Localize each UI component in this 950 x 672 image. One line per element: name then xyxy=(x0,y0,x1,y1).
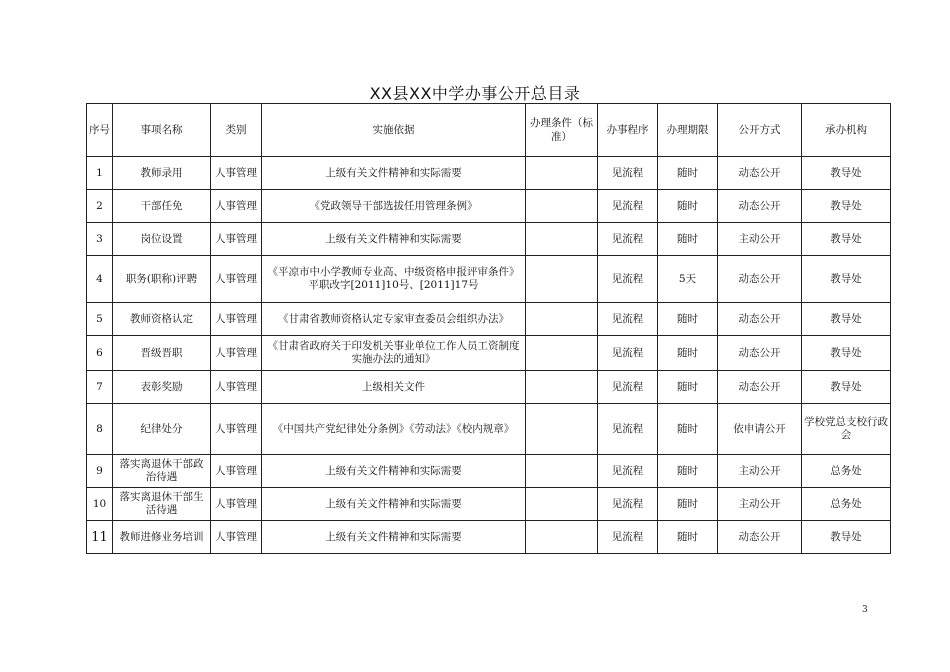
cell-procedure: 见流程 xyxy=(598,521,658,554)
cell-conditions xyxy=(526,455,598,488)
cell-conditions xyxy=(526,371,598,404)
cell-conditions xyxy=(526,223,598,256)
table-row xyxy=(87,157,891,190)
cell-agency: 教导处 xyxy=(802,336,891,371)
cell-name: 教师录用 xyxy=(113,157,211,190)
cell-basis: 上级有关文件精神和实际需要 xyxy=(262,521,526,554)
table-row xyxy=(87,223,891,256)
cell-basis: 《甘肃省政府关于印发机关事业单位工作人员工资制度实施办法的通知》 xyxy=(262,336,526,371)
table-row xyxy=(87,256,891,303)
table-row xyxy=(87,303,891,336)
cell-seq: 7 xyxy=(87,371,113,404)
cell-procedure: 见流程 xyxy=(598,303,658,336)
catalog-table-container xyxy=(86,103,891,554)
cell-method: 动态公开 xyxy=(718,336,802,371)
cell-agency: 教导处 xyxy=(802,371,891,404)
cell-method: 主动公开 xyxy=(718,488,802,521)
cell-agency: 总务处 xyxy=(802,455,891,488)
cell-seq: 9 xyxy=(87,455,113,488)
cell-category: 人事管理 xyxy=(211,455,262,488)
cell-agency: 教导处 xyxy=(802,303,891,336)
cell-conditions xyxy=(526,256,598,303)
cell-basis: 《平凉市中小学教师专业高、中级资格申报评审条件》平职改字[2011]10号、[2011]17号 xyxy=(262,256,526,303)
header-category: 类别 xyxy=(211,104,262,157)
header-method: 公开方式 xyxy=(718,104,802,157)
cell-basis: 上级相关文件 xyxy=(262,371,526,404)
cell-agency: 教导处 xyxy=(802,190,891,223)
cell-name: 晋级晋职 xyxy=(113,336,211,371)
cell-method: 动态公开 xyxy=(718,157,802,190)
cell-period: 随时 xyxy=(658,488,718,521)
cell-procedure: 见流程 xyxy=(598,256,658,303)
cell-period: 随时 xyxy=(658,190,718,223)
cell-category: 人事管理 xyxy=(211,190,262,223)
cell-basis: 《中国共产党纪律处分条例》《劳动法》《校内规章》 xyxy=(262,404,526,455)
cell-seq: 2 xyxy=(87,190,113,223)
cell-period: 随时 xyxy=(658,455,718,488)
cell-agency: 教导处 xyxy=(802,256,891,303)
cell-method: 动态公开 xyxy=(718,521,802,554)
header-procedure: 办事程序 xyxy=(598,104,658,157)
cell-name: 干部任免 xyxy=(113,190,211,223)
cell-method: 主动公开 xyxy=(718,455,802,488)
cell-period: 随时 xyxy=(658,336,718,371)
cell-method: 动态公开 xyxy=(718,190,802,223)
cell-basis: 《甘肃省教师资格认定专家审查委员会组织办法》 xyxy=(262,303,526,336)
cell-method: 主动公开 xyxy=(718,223,802,256)
cell-name: 纪律处分 xyxy=(113,404,211,455)
cell-method: 动态公开 xyxy=(718,256,802,303)
cell-name: 教师资格认定 xyxy=(113,303,211,336)
cell-method: 依申请公开 xyxy=(718,404,802,455)
cell-period: 随时 xyxy=(658,223,718,256)
cell-procedure: 见流程 xyxy=(598,455,658,488)
cell-name: 岗位设置 xyxy=(113,223,211,256)
cell-category: 人事管理 xyxy=(211,336,262,371)
cell-period: 随时 xyxy=(658,371,718,404)
cell-conditions xyxy=(526,488,598,521)
cell-name: 教师进修业务培训 xyxy=(113,521,211,554)
cell-basis: 上级有关文件精神和实际需要 xyxy=(262,223,526,256)
cell-seq: 1 xyxy=(87,157,113,190)
table-row xyxy=(87,371,891,404)
cell-category: 人事管理 xyxy=(211,521,262,554)
cell-basis: 上级有关文件精神和实际需要 xyxy=(262,488,526,521)
cell-category: 人事管理 xyxy=(211,488,262,521)
table-row xyxy=(87,488,891,521)
cell-basis: 上级有关文件精神和实际需要 xyxy=(262,157,526,190)
cell-conditions xyxy=(526,521,598,554)
cell-seq: 11 xyxy=(87,521,113,554)
cell-agency: 教导处 xyxy=(802,157,891,190)
page-number: 3 xyxy=(862,605,868,615)
cell-basis: 《党政领导干部选拔任用管理条例》 xyxy=(262,190,526,223)
cell-period: 随时 xyxy=(658,521,718,554)
cell-seq: 4 xyxy=(87,256,113,303)
cell-category: 人事管理 xyxy=(211,157,262,190)
table-row xyxy=(87,336,891,371)
header-agency: 承办机构 xyxy=(802,104,891,157)
cell-seq: 10 xyxy=(87,488,113,521)
cell-period: 随时 xyxy=(658,404,718,455)
cell-procedure: 见流程 xyxy=(598,404,658,455)
cell-name: 落实离退休干部生活待遇 xyxy=(113,488,211,521)
cell-conditions xyxy=(526,303,598,336)
cell-agency: 教导处 xyxy=(802,223,891,256)
cell-conditions xyxy=(526,190,598,223)
cell-name: 表彰奖励 xyxy=(113,371,211,404)
cell-category: 人事管理 xyxy=(211,404,262,455)
header-seq: 序号 xyxy=(87,104,113,157)
cell-period: 随时 xyxy=(658,157,718,190)
table-row xyxy=(87,455,891,488)
cell-category: 人事管理 xyxy=(211,223,262,256)
cell-seq: 3 xyxy=(87,223,113,256)
cell-basis: 上级有关文件精神和实际需要 xyxy=(262,455,526,488)
cell-seq: 8 xyxy=(87,404,113,455)
cell-seq: 5 xyxy=(87,303,113,336)
header-basis: 实施依据 xyxy=(262,104,526,157)
cell-name: 职务(职称)评聘 xyxy=(113,256,211,303)
cell-agency: 教导处 xyxy=(802,521,891,554)
cell-method: 动态公开 xyxy=(718,371,802,404)
cell-agency: 学校党总支校行政会 xyxy=(802,404,891,455)
header-name: 事项名称 xyxy=(113,104,211,157)
cell-period: 随时 xyxy=(658,303,718,336)
cell-agency: 总务处 xyxy=(802,488,891,521)
cell-procedure: 见流程 xyxy=(598,223,658,256)
cell-procedure: 见流程 xyxy=(598,336,658,371)
table-header-row xyxy=(87,104,891,157)
cell-conditions xyxy=(526,404,598,455)
cell-procedure: 见流程 xyxy=(598,190,658,223)
cell-method: 动态公开 xyxy=(718,303,802,336)
header-conditions: 办理条件（标准） xyxy=(526,104,598,157)
header-period: 办理期限 xyxy=(658,104,718,157)
document-title: XX县XX中学办事公开总目录 xyxy=(369,84,581,103)
cell-category: 人事管理 xyxy=(211,303,262,336)
catalog-table xyxy=(86,103,891,554)
cell-name: 落实离退休干部政治待遇 xyxy=(113,455,211,488)
cell-conditions xyxy=(526,336,598,371)
cell-procedure: 见流程 xyxy=(598,371,658,404)
cell-conditions xyxy=(526,157,598,190)
cell-procedure: 见流程 xyxy=(598,488,658,521)
cell-category: 人事管理 xyxy=(211,371,262,404)
cell-procedure: 见流程 xyxy=(598,157,658,190)
table-row xyxy=(87,190,891,223)
cell-seq: 6 xyxy=(87,336,113,371)
cell-period: 5天 xyxy=(658,256,718,303)
table-row xyxy=(87,521,891,554)
table-row xyxy=(87,404,891,455)
cell-category: 人事管理 xyxy=(211,256,262,303)
